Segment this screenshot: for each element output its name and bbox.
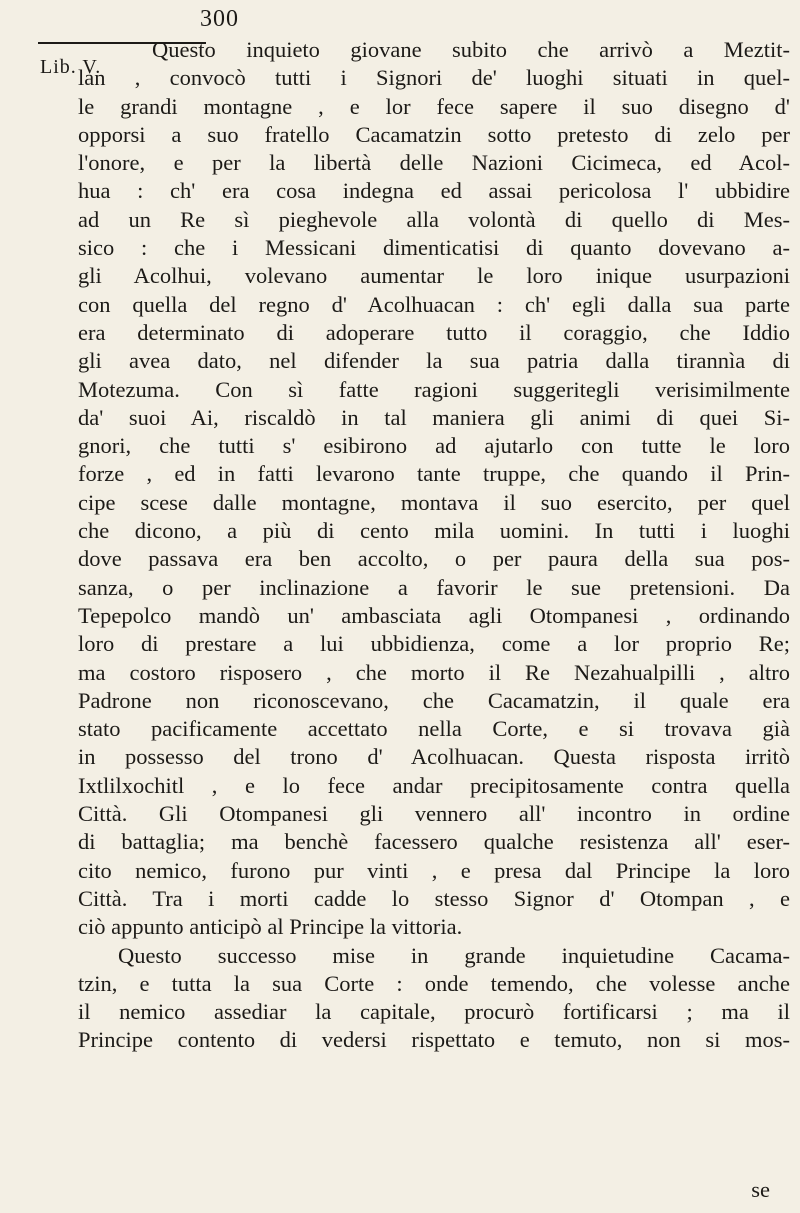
text-line: l'onore, e per la libertà delle Nazioni Cicimeca, ed Acol- [78, 150, 790, 176]
text-line: ciò appunto anticipò al Principe la vittoria. [78, 914, 463, 940]
text-line: Questo successo mise in grande inquietudine Cacama- [118, 942, 790, 968]
text-line: Principe contento di vedersi rispettato e temuto, non si mos- [78, 1027, 790, 1053]
body-text [78, 36, 790, 1055]
text-line: di battaglia; ma benchè facessero qualche resistenza all' eser- [78, 829, 790, 855]
text-line: tzin, e tutta la sua Corte : onde temendo, che volesse anche [78, 970, 790, 996]
page-number: 300 [200, 6, 239, 32]
text-line: Città. Gli Otompanesi gli vennero all' incontro in ordine [78, 801, 790, 827]
text-line: con quella del regno d' Acolhuacan : ch' egli dalla sua parte [78, 291, 790, 317]
text-line: le grandi montagne , e lor fece sapere il suo disegno d' [78, 93, 790, 119]
text-line: Motezuma. Con sì fatte ragioni suggeritegli verisimilmente [78, 376, 790, 402]
text-line: cipe scese dalle montagne, montava il suo esercito, per quel [78, 489, 790, 515]
text-line: gli avea dato, nel difender la sua patria dalla tirannìa di [78, 348, 790, 374]
book-marginal-note: Lib. V. [40, 56, 102, 78]
text-line: in possesso del trono d' Acolhuacan. Questa risposta irritò [78, 744, 790, 770]
text-line: da' suoi Ai, riscaldò in tal maniera gli animi di quei Si- [78, 404, 790, 430]
text-line: ad un Re sì pieghevole alla volontà di quello di Mes- [78, 206, 790, 232]
text-line: hua : ch' era cosa indegna ed assai pericolosa l' ubbidire [78, 178, 790, 204]
text-line: lan , convocò tutti i Signori de' luoghi situati in quel- [78, 65, 790, 91]
text-line: il nemico assediar la capitale, procurò fortificarsi ; ma il [78, 999, 790, 1025]
text-line: gnori, che tutti s' esibirono ad ajutarlo con tutte le loro [78, 433, 790, 459]
text-line: Questo inquieto giovane subito che arrivò a Meztit- [152, 37, 790, 62]
text-line: Ixtlilxochitl , e lo fece andar precipitosamente contra quella [78, 772, 790, 798]
text-line: dove passava era ben accolto, o per paura della sua pos- [78, 546, 790, 572]
text-line: gli Acolhui, volevano aumentar le loro inique usurpazioni [78, 263, 790, 289]
catchword: se [751, 1177, 770, 1202]
text-line: Padrone non riconoscevano, che Cacamatzin, il quale era [78, 687, 790, 713]
text-line: sico : che i Messicani dimenticatisi di quanto dovevano a- [78, 235, 790, 261]
text-line: che dicono, a più di cento mila uomini. In tutti i luoghi [78, 518, 790, 544]
text-line: loro di prestare a lui ubbidienza, come a lor proprio Re; [78, 631, 790, 657]
text-line: Città. Tra i morti cadde lo stesso Signor d' Otompan , e [78, 885, 790, 911]
text-line: ma costoro risposero , che morto il Re Nezahualpilli , altro [78, 659, 790, 685]
text-line: forze , ed in fatti levarono tante truppe, che quando il Prin- [78, 461, 790, 487]
text-line: era determinato di adoperare tutto il coraggio, che Iddio [78, 319, 790, 345]
text-line: opporsi a suo fratello Cacamatzin sotto pretesto di zelo per [78, 121, 790, 147]
text-line: Tepepolco mandò un' ambasciata agli Otompanesi , ordinando [78, 602, 790, 628]
text-line: sanza, o per inclinazione a favorir le sue pretensioni. Da [78, 574, 790, 600]
text-line: stato pacificamente accettato nella Corte, e si trovava già [78, 716, 790, 742]
text-line: cito nemico, furono pur vinti , e presa dal Principe la loro [78, 857, 790, 883]
